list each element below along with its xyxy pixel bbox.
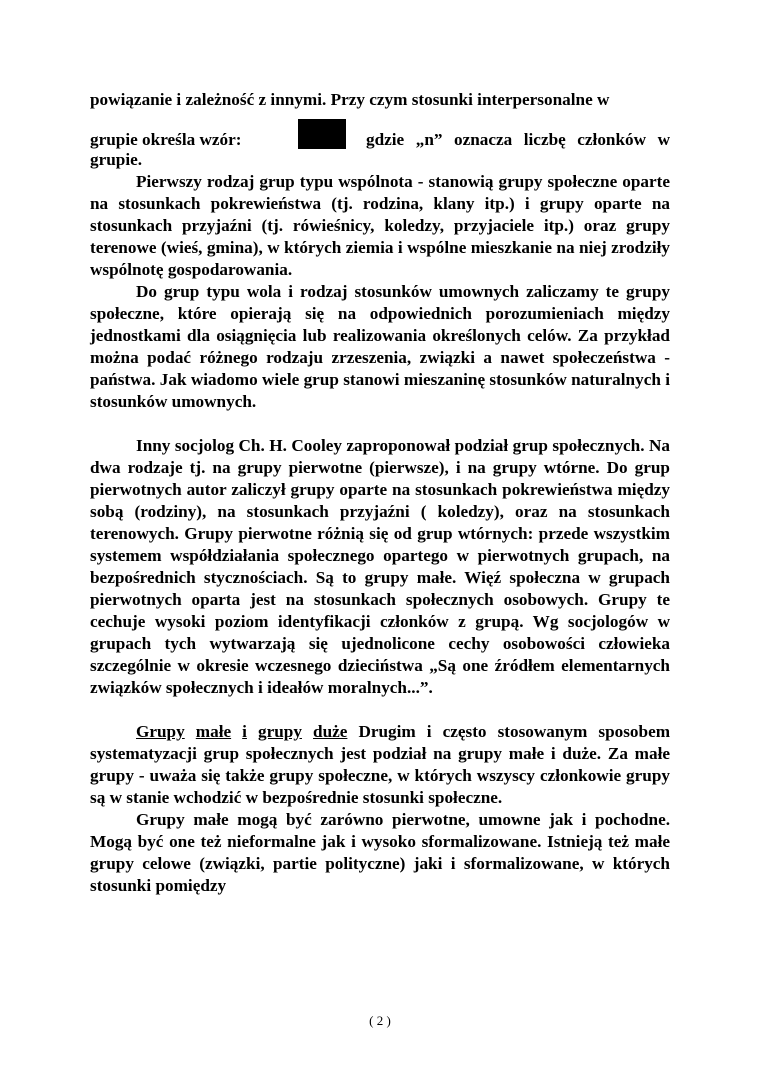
heading-word: Grupy bbox=[136, 722, 185, 741]
paragraph-continuation-end: grupie. bbox=[90, 150, 143, 169]
heading-word: małe bbox=[195, 722, 232, 741]
heading-word: duże bbox=[313, 722, 348, 741]
paragraph-small-groups-types: Grupy małe mogą być zarówno pierwotne, umowne jak i pochodne. Mogą być one też nieformalne jak i wysoko sformalizowane. Istnieją też małe grupy celowe (związki, partie polityczne) jaki i sformalizowane, w których stosunki pomiędzy bbox=[90, 810, 670, 895]
formula-lead-text: grupie określa wzór: bbox=[90, 130, 242, 149]
paragraph-text: Drugim i często stosowanym sposobem systematyzacji grup społecznych jest podział na grupy małe i duże. Za małe grupy - uważa się także grupy społeczne, w których wszyscy członkowie grupy są w stanie wchodzić w bezpośrednie stosunki społeczne. bbox=[90, 722, 671, 807]
paragraph-wola: Do grup typu wola i rodzaj stosunków umownych zaliczamy te grupy społeczne, które opierają się na odpowiednich porozumieniach między jednostkami dla osiągnięcia lub realizowania określonych celów. Za przykład można podać różnego rodzaju zrzeszenia, związki a nawet społeczeństwa - państwa. Jak wiadomo wiele grup stanowi mieszaninę stosunków naturalnych i stosunków umownych. bbox=[90, 282, 670, 411]
formula-trailing-text: gdzie „n” oznacza liczbę członków w bbox=[366, 130, 670, 149]
paragraph-spacer bbox=[90, 699, 670, 721]
paragraph-spacer bbox=[90, 413, 670, 435]
heading-word: i bbox=[242, 722, 247, 741]
formula-line bbox=[90, 119, 670, 149]
redacted-formula-image bbox=[298, 119, 346, 149]
paragraph-wspolnota: Pierwszy rodzaj grup typu wspólnota - stanowią grupy społeczne oparte na stosunkach pokrewieństwa (tj. rodzina, klany itp.) i grupy oparte na stosunkach przyjaźni (tj. rówieśnicy, koledzy, przyjaciele itp.) oraz grupy terenowe (wieś, gmina), w których ziemia i wspólne mieszkanie na niej zrodziły wspólnotę gospodarowania. bbox=[90, 172, 670, 279]
paragraph-cooley: Inny socjolog Ch. H. Cooley zaproponował podział grup społecznych. Na dwa rodzaje tj. na grupy pierwotne (pierwsze), i na grupy wtórne. Do grup pierwotnych autor zaliczył grupy oparte na stosunkach pokrewieństwa między sobą (rodziny), na stosunkach przyjaźni ( koledzy), oraz na stosunkach terenowych. Grupy pierwotne różnią się od grup wtórnych: przede wszystkim systemem współdziałania społecznego opartego w pierwotnych grupach, na bezpośrednich stycznościach. Są to grupy małe. Więź społeczna w grupach pierwotnych oparta jest na stosunkach społecznych osobowych. Grupy te cechuje wysoki poziom identyfikacji członków z grupą. Wg socjologów w grupach tych wytwarzają się ujednolicone cechy osobowości człowieka szczególnie w okresie wczesnego dzieciństwa „Są one źródłem elementarnych związków społecznych i ideałów moralnych...”. bbox=[90, 436, 670, 697]
document-body bbox=[90, 89, 670, 897]
paragraph-small-large-groups bbox=[90, 721, 670, 809]
paragraph-continuation-line: powiązanie i zależność z innymi. Przy czym stosunki interpersonalne w bbox=[90, 90, 610, 109]
page-number: ( 2 ) bbox=[369, 1013, 391, 1028]
heading-word: grupy bbox=[258, 722, 302, 741]
